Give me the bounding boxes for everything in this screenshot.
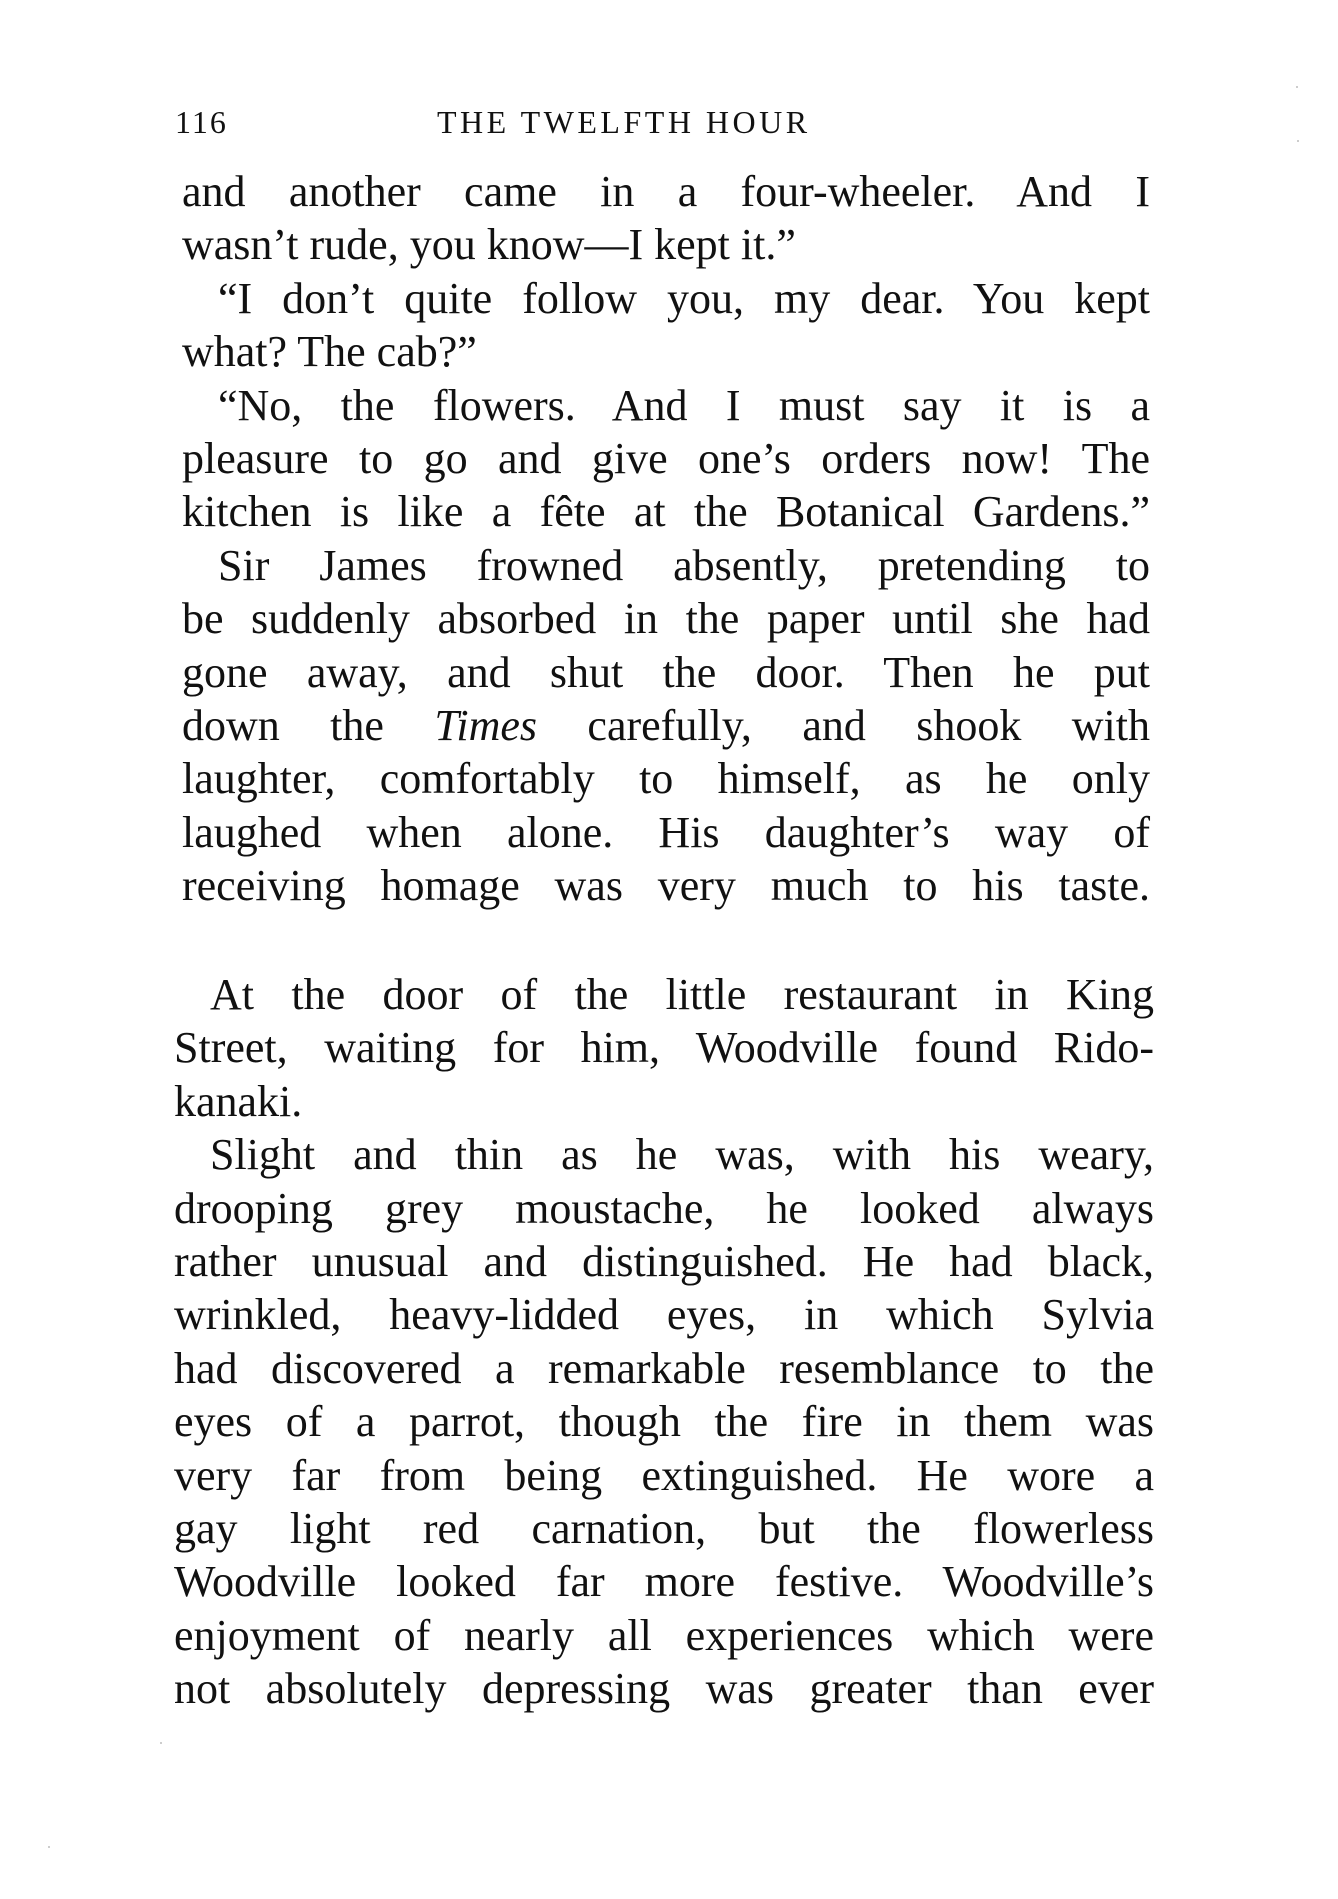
text-line: gone away, and shut the door. Then he put <box>182 647 1150 697</box>
text-line: receiving homage was very much to his taste. <box>182 861 1150 911</box>
italic-title-times: Times <box>434 700 538 750</box>
text-line: not absolutely depressing was greater than ever <box>174 1664 1154 1714</box>
text-run: carefully, and shook with <box>537 700 1150 750</box>
text-line: “I don’t quite follow you, my dear. You kept <box>218 273 1150 323</box>
text-line: Street, waiting for him, Woodville found Rido- <box>174 1023 1154 1073</box>
text-line: wrinkled, heavy-lidded eyes, in which Sylvia <box>174 1290 1154 1340</box>
paper-speck <box>160 1742 162 1744</box>
text-line: laughed when alone. His daughter’s way of <box>182 807 1150 857</box>
text-line: laughter, comfortably to himself, as he only <box>182 754 1150 804</box>
text-line: very far from being extinguished. He wore a <box>174 1450 1154 1500</box>
text-line: pleasure to go and give one’s orders now! The <box>182 433 1150 483</box>
paper-speck <box>1297 140 1299 142</box>
running-head <box>175 100 1175 144</box>
text-line: At the door of the little restaurant in King <box>210 970 1154 1019</box>
running-title: THE TWELFTH HOUR <box>437 104 811 140</box>
text-line: rather unusual and distinguished. He had black, <box>174 1236 1154 1286</box>
text-line: gay light red carnation, but the flowerless <box>174 1503 1154 1553</box>
text-section-2 <box>174 968 1154 1715</box>
text-line: and another came in a four-wheeler. And I <box>182 167 1150 216</box>
text-line: kitchen is like a fête at the Botanical Gardens.” <box>182 487 1150 537</box>
text-line: kanaki. <box>174 1076 303 1126</box>
text-line: Slight and thin as he was, with his weary, <box>210 1130 1154 1180</box>
text-line <box>182 699 1150 752</box>
page-number: 116 <box>175 104 228 140</box>
text-line: Sir James frowned absently, pretending to <box>218 540 1150 590</box>
paper-speck <box>48 1846 50 1848</box>
text-line: what? The cab?” <box>182 327 477 377</box>
text-line: drooping grey moustache, he looked always <box>174 1183 1154 1233</box>
text-run: down the <box>182 700 435 750</box>
text-line: had discovered a remarkable resemblance to the <box>174 1343 1154 1393</box>
paper-speck <box>1296 86 1298 88</box>
text-line: be suddenly absorbed in the paper until she had <box>182 594 1150 644</box>
text-line: eyes of a parrot, though the fire in them was <box>174 1397 1154 1447</box>
text-line: Woodville looked far more festive. Woodville’s <box>174 1557 1154 1607</box>
text-line: “No, the flowers. And I must say it is a <box>218 380 1150 430</box>
text-section-1 <box>182 165 1150 912</box>
text-line: enjoyment of nearly all experiences which were <box>174 1610 1154 1660</box>
text-line: wasn’t rude, you know—I kept it.” <box>182 220 796 270</box>
